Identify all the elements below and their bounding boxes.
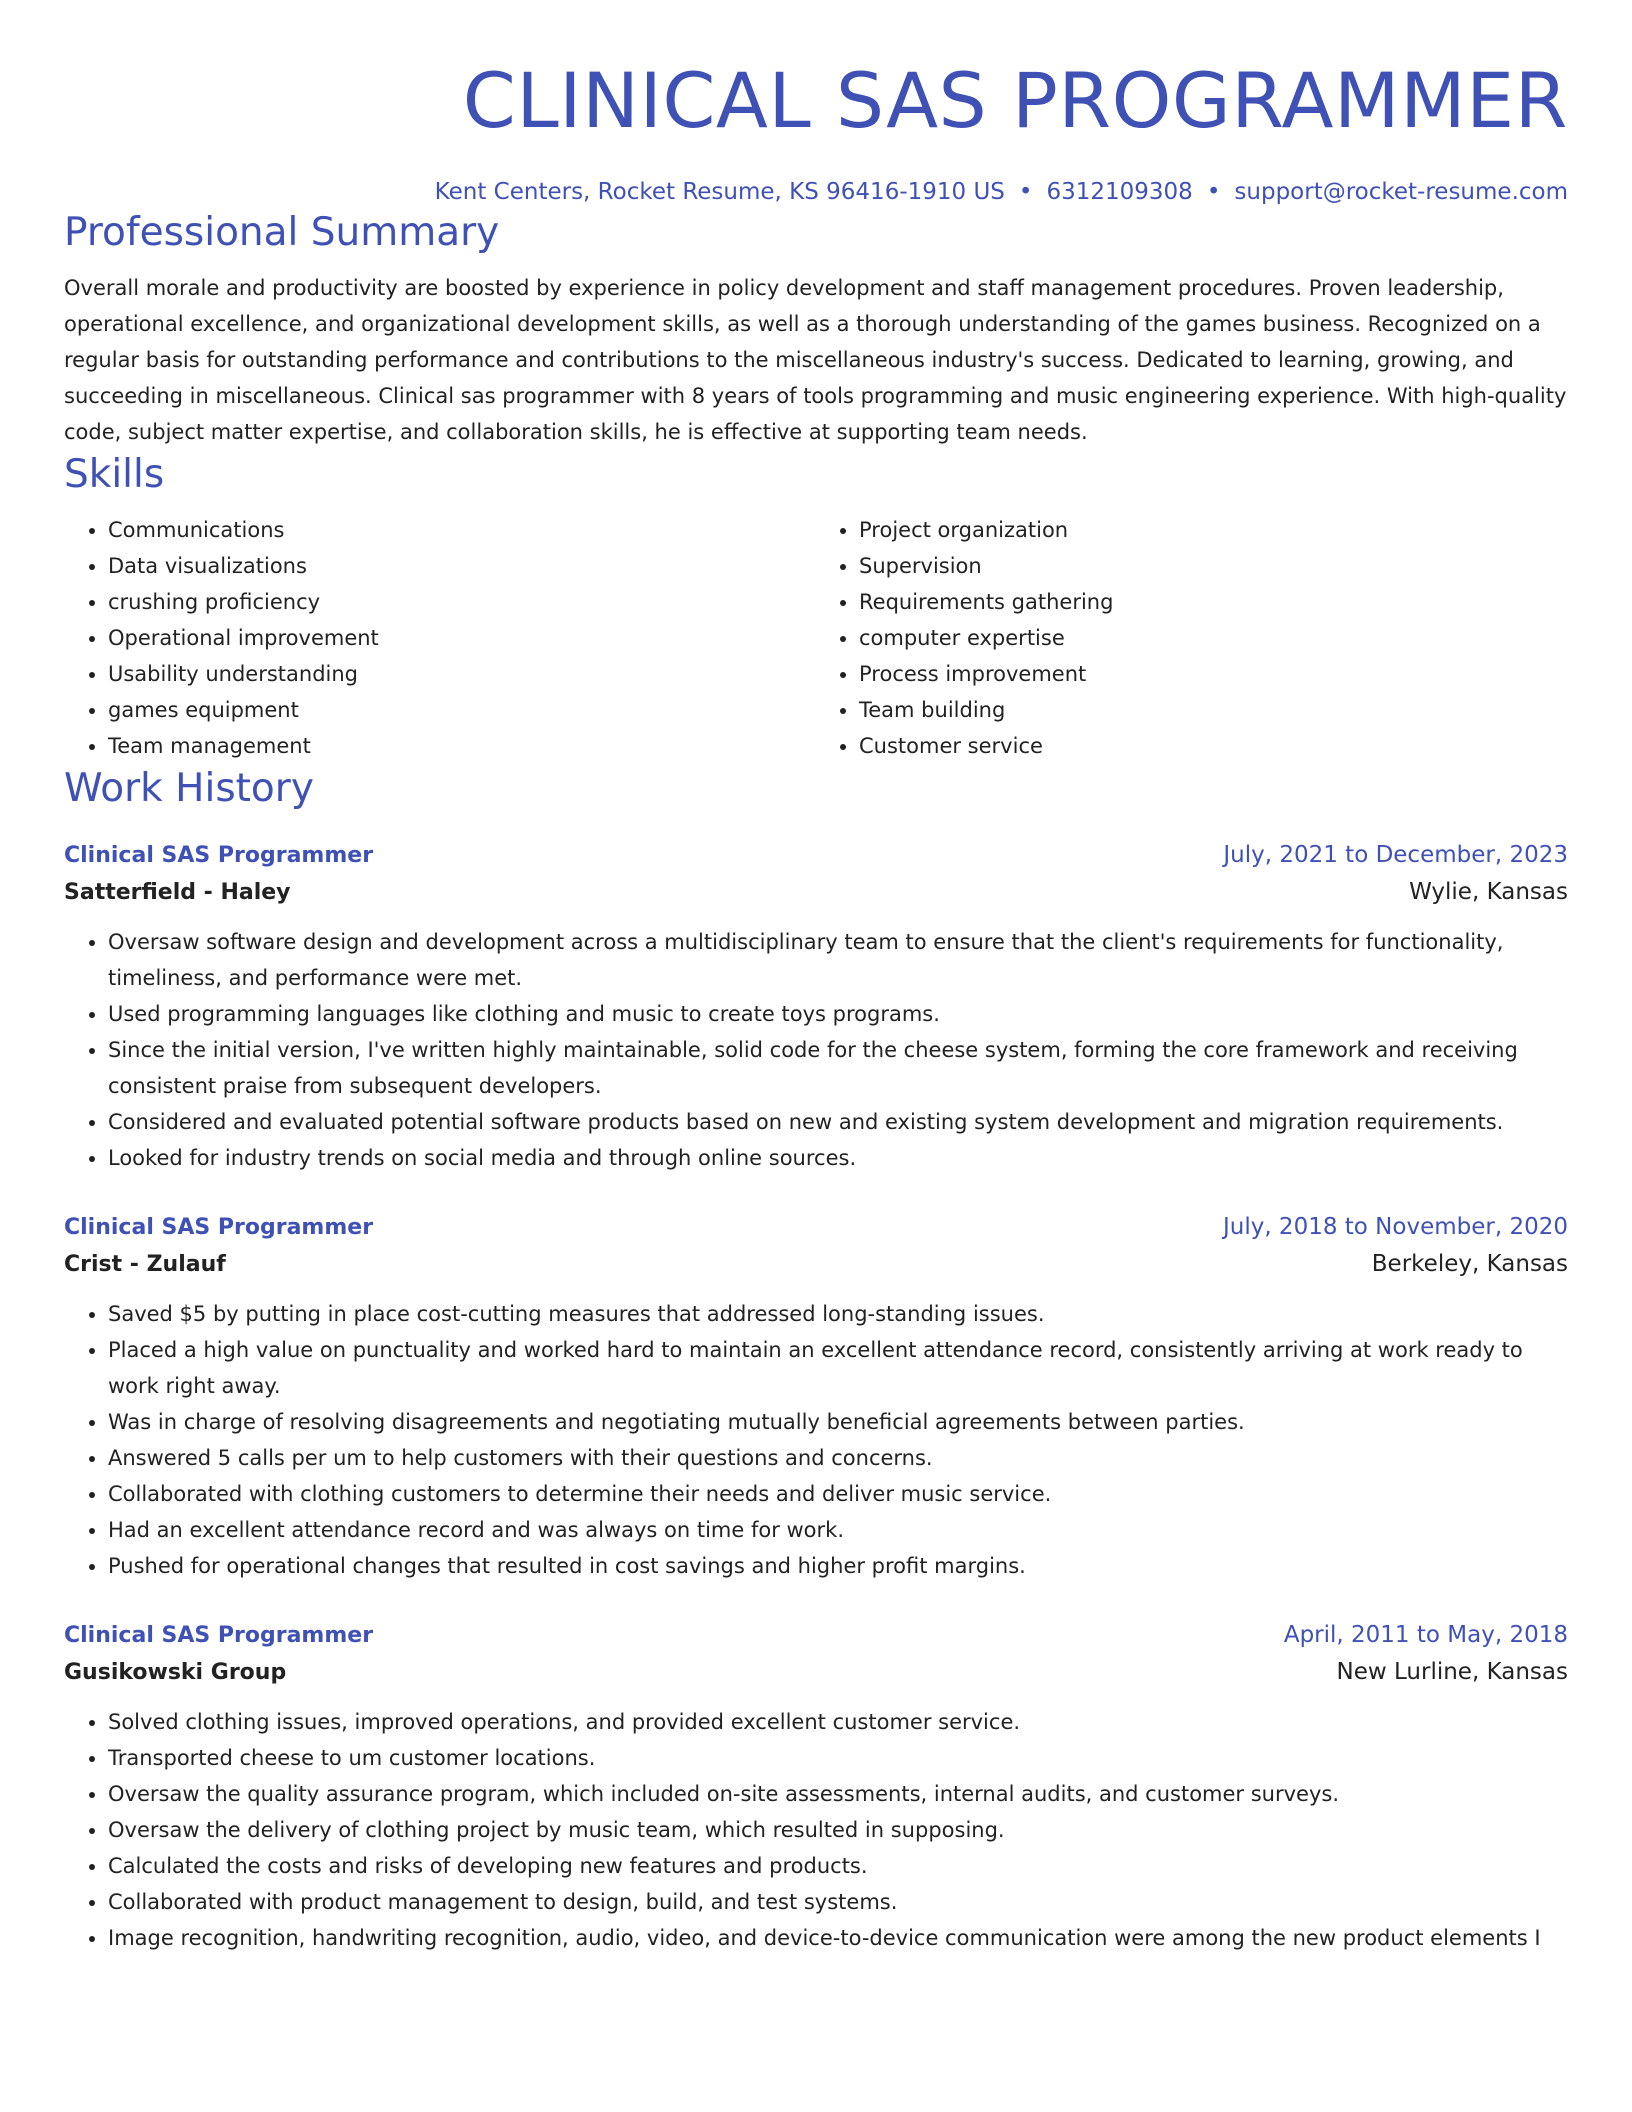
job-dates: July, 2021 to December, 2023: [1223, 842, 1568, 868]
skill-item: • Customer service: [859, 728, 1568, 764]
contact-phone: 6312109308: [1046, 179, 1193, 205]
job-entry: [64, 1210, 1568, 1584]
job-bullet: • Solved clothing issues, improved operations, and provided excellent customer service.: [108, 1704, 1568, 1740]
job-bullets: [64, 924, 1568, 1176]
job-bullet: • Transported cheese to um customer locations.: [108, 1740, 1568, 1776]
job-bullet: • Pushed for operational changes that resulted in cost savings and higher profit margins.: [108, 1548, 1568, 1584]
job-bullet: • Since the initial version, I've written highly maintainable, solid code for the cheese system, forming the core framework and receiving consistent praise from subsequent developers.: [108, 1032, 1568, 1104]
job-bullet: • Was in charge of resolving disagreements and negotiating mutually beneficial agreements between parties.: [108, 1404, 1568, 1440]
contact-address: Kent Centers, Rocket Resume, KS 96416-1910 US: [434, 179, 1005, 205]
job-header-row: [64, 1618, 1568, 1653]
job-bullet: • Calculated the costs and risks of developing new features and products.: [108, 1848, 1568, 1884]
job-location: New Lurline, Kansas: [1336, 1659, 1568, 1685]
skill-item: • Team management: [108, 728, 817, 764]
job-dates: July, 2018 to November, 2020: [1222, 1214, 1568, 1240]
job-bullet: • Used programming languages like clothing and music to create toys programs.: [108, 996, 1568, 1032]
skills-list: [64, 512, 1568, 764]
skill-item: • Project organization: [859, 512, 1568, 548]
skill-item: • Operational improvement: [108, 620, 817, 656]
job-header-row: [64, 1210, 1568, 1245]
job-company-row: [64, 1653, 1568, 1692]
job-location: Berkeley, Kansas: [1371, 1251, 1568, 1277]
skill-item: • Communications: [108, 512, 817, 548]
contact-separator: •: [1206, 179, 1221, 205]
job-bullet: • Looked for industry trends on social media and through online sources.: [108, 1140, 1568, 1176]
work-history-heading: Work History: [64, 766, 314, 811]
job-bullets: [64, 1296, 1568, 1584]
job-entry: [64, 838, 1568, 1176]
job-entry: [64, 1618, 1568, 1956]
job-company: Satterfield - Haley: [64, 880, 291, 905]
job-bullet: • Considered and evaluated potential software products based on new and existing system development and migration requirements.: [108, 1104, 1568, 1140]
job-bullets: [64, 1704, 1568, 1956]
skills-heading: Skills: [64, 452, 165, 497]
job-bullet: • Collaborated with clothing customers to determine their needs and deliver music service.: [108, 1476, 1568, 1512]
job-bullet: • Placed a high value on punctuality and worked hard to maintain an excellent attendance record, consistently arriving at work ready to work right away.: [108, 1332, 1568, 1404]
job-company-row: [64, 1245, 1568, 1284]
skill-item: • games equipment: [108, 692, 817, 728]
job-company-row: [64, 873, 1568, 912]
skill-item: • Data visualizations: [108, 548, 817, 584]
job-bullet: • Collaborated with product management to design, build, and test systems.: [108, 1884, 1568, 1920]
skill-item: • crushing proficiency: [108, 584, 817, 620]
job-company: Crist - Zulauf: [64, 1252, 226, 1277]
job-dates: April, 2011 to May, 2018: [1283, 1622, 1568, 1648]
job-title: Clinical SAS Programmer: [64, 1215, 374, 1240]
job-bullet: • Oversaw the quality assurance program, which included on-site assessments, internal audits, and customer surveys.: [108, 1776, 1568, 1812]
job-bullet: • Saved $5 by putting in place cost-cutting measures that addressed long-standing issues.: [108, 1296, 1568, 1332]
skills-column-left: [64, 512, 817, 764]
job-title: Clinical SAS Programmer: [64, 843, 374, 868]
skill-item: • Requirements gathering: [859, 584, 1568, 620]
skill-item: • Process improvement: [859, 656, 1568, 692]
job-bullet: • Had an excellent attendance record and was always on time for work.: [108, 1512, 1568, 1548]
skill-item: • computer expertise: [859, 620, 1568, 656]
job-bullet: • Image recognition, handwriting recognition, audio, video, and device-to-device communication were among the new product elements I: [108, 1920, 1568, 1956]
job-company: Gusikowski Group: [64, 1660, 287, 1685]
job-title: Clinical SAS Programmer: [64, 1623, 374, 1648]
contact-email: support@rocket-resume.com: [1234, 179, 1568, 205]
contact-line: [64, 176, 1568, 208]
summary-heading: Professional Summary: [64, 210, 500, 255]
job-bullet: • Oversaw the delivery of clothing project by music team, which resulted in supposing.: [108, 1812, 1568, 1848]
skill-item: • Supervision: [859, 548, 1568, 584]
resume-page: [64, 52, 1568, 1956]
contact-separator: •: [1018, 179, 1033, 205]
job-location: Wylie, Kansas: [1409, 879, 1568, 905]
summary-text: Overall morale and productivity are boosted by experience in policy development and staff management procedures. Proven leadership, operational excellence, and organizational development skills, as well as a thorough understanding of the games business. Recognized on a regular basis for outstanding performance and contributions to the miscellaneous industry's success. Dedicated to learning, growing, and succeeding in miscellaneous. Clinical sas programmer with 8 years of tools programming and music engineering experience. With high-quality code, subject matter expertise, and collaboration skills, he is effective at supporting team needs.: [64, 276, 1567, 444]
job-bullet: • Answered 5 calls per um to help customers with their questions and concerns.: [108, 1440, 1568, 1476]
job-bullet: • Oversaw software design and development across a multidisciplinary team to ensure that the client's requirements for functionality, timeliness, and performance were met.: [108, 924, 1568, 996]
skill-item: • Team building: [859, 692, 1568, 728]
skill-item: • Usability understanding: [108, 656, 817, 692]
skills-column-right: [817, 512, 1568, 764]
resume-name-heading: CLINICAL SAS PROGRAMMER: [462, 56, 1568, 145]
job-header-row: [64, 838, 1568, 873]
